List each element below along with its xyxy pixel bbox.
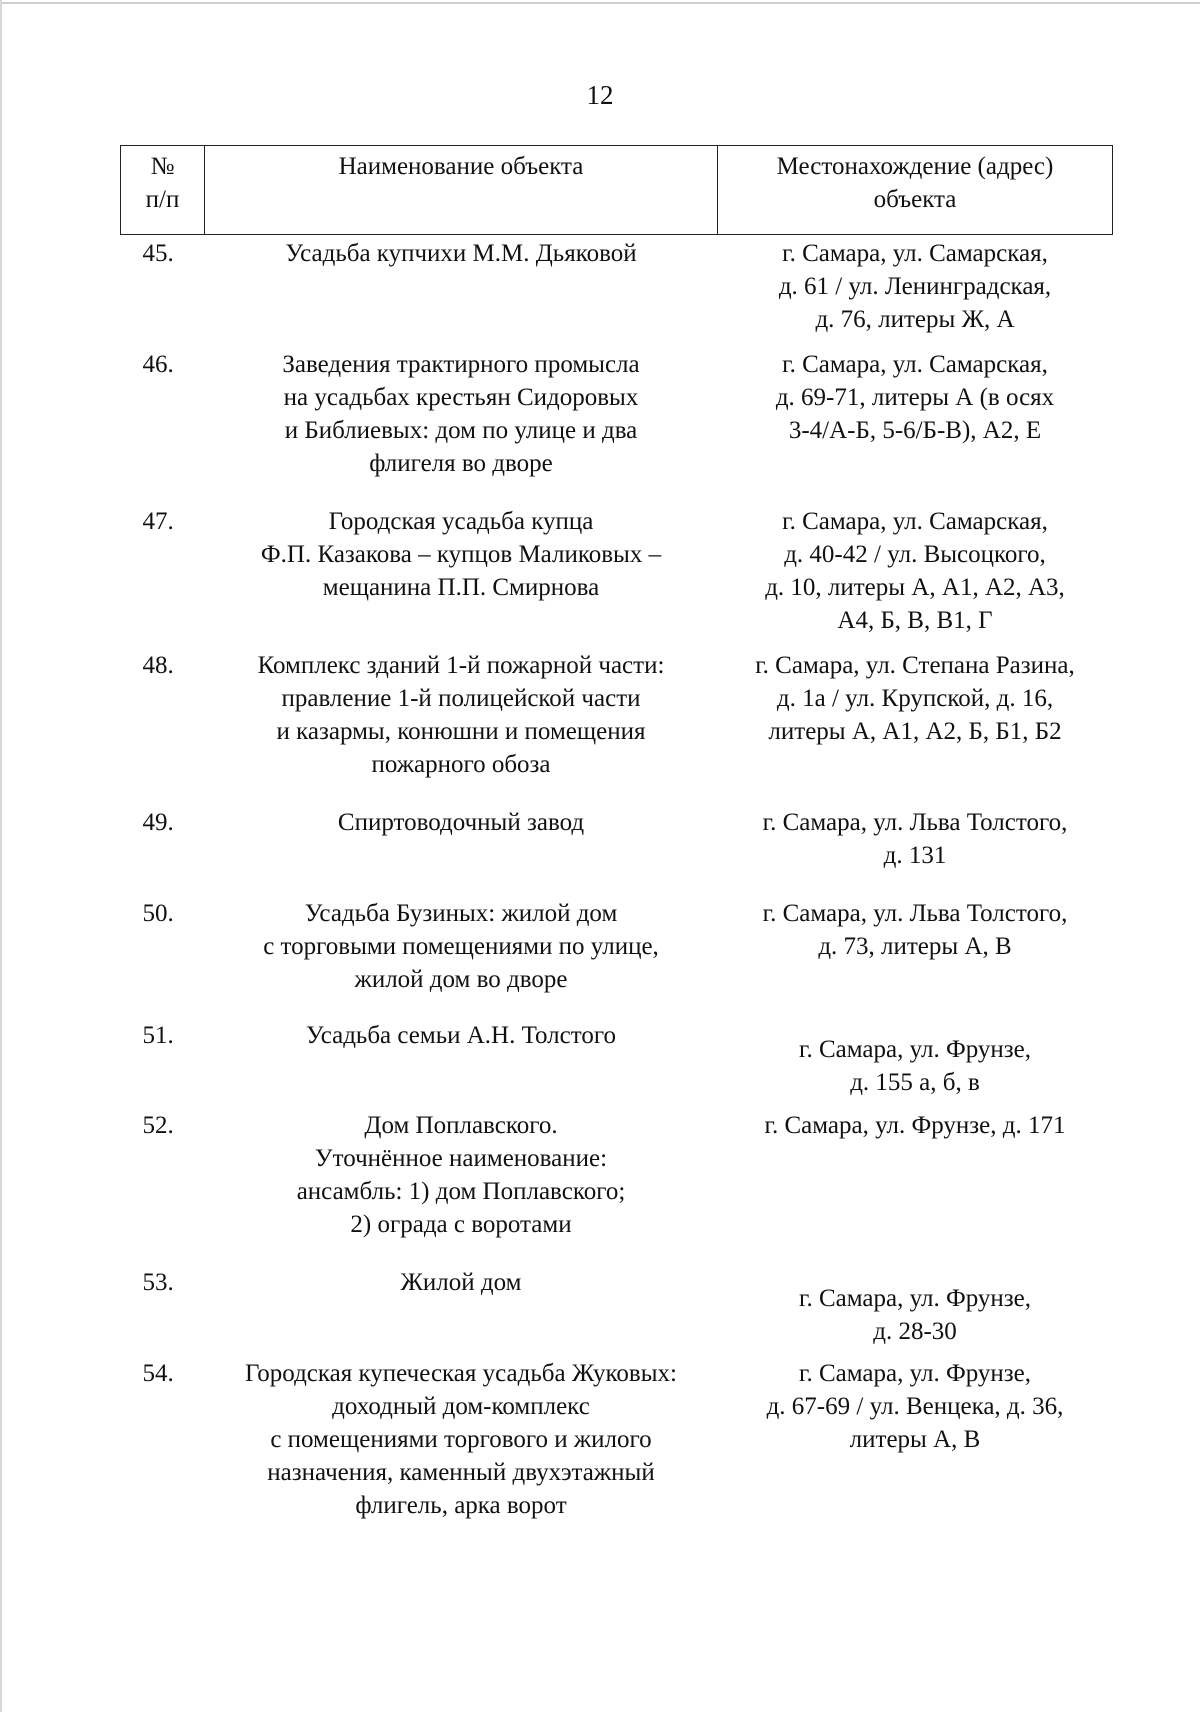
- object-address: г. Самара, ул. Льва Толстого, д. 131: [762, 808, 1068, 869]
- objects-table: [120, 145, 1113, 1527]
- object-name: Городская усадьба купца Ф.П. Казакова – купцов Маликовых – мещанина П.П. Смирнова: [260, 507, 662, 601]
- row-number: 53.: [142, 1268, 174, 1296]
- header-object-name: Наименование объекта: [205, 146, 718, 235]
- object-address: г. Самара, ул. Самарская, д. 61 / ул. Ленинградская, д. 76, литеры Ж, А: [778, 240, 1052, 333]
- table-row: [121, 1266, 1113, 1357]
- scan-edge-top: [0, 2, 1200, 4]
- header-number: № п/п: [121, 146, 205, 235]
- table-row: [121, 235, 1113, 348]
- object-name: Усадьба Бузиных: жилой дом с торговыми помещениями по улице, жилой дом во дворе: [263, 899, 659, 993]
- row-number: 46.: [142, 350, 174, 378]
- object-address: г. Самара, ул. Фрунзе, д. 28-30: [799, 1284, 1031, 1345]
- row-number: 47.: [142, 507, 174, 535]
- object-address: г. Самара, ул. Степана Разина, д. 1а / ул. Крупской, д. 16, литеры А, А1, А2, Б, Б1, Б2: [755, 651, 1075, 745]
- table-row: [121, 806, 1113, 897]
- row-number: 52.: [142, 1111, 174, 1139]
- table-header: [121, 146, 1113, 235]
- object-address: г. Самара, ул. Фрунзе, д. 171: [764, 1111, 1066, 1139]
- table-row: [121, 1109, 1113, 1266]
- row-number: 45.: [142, 240, 174, 267]
- object-name: Усадьба купчихи М.М. Дьяковой: [285, 240, 637, 267]
- object-address: г. Самара, ул. Самарская, д. 40-42 / ул. Высоцкого, д. 10, литеры А, А1, А2, А3, А4, Б, В, В1, Г: [765, 507, 1065, 634]
- row-number: 49.: [142, 808, 174, 836]
- table-row: [121, 1019, 1113, 1109]
- object-address: г. Самара, ул. Фрунзе, д. 155 а, б, в: [799, 1035, 1031, 1096]
- object-name: Дом Поплавского. Уточнённое наименование: ансамбль: 1) дом Поплавского; 2) ограда с воротами: [296, 1111, 626, 1238]
- row-number: 51.: [142, 1021, 174, 1049]
- object-address: г. Самара, ул. Льва Толстого, д. 73, литеры А, В: [762, 899, 1068, 960]
- header-address: Местонахождение (адрес) объекта: [718, 146, 1113, 235]
- object-address: г. Самара, ул. Фрунзе, д. 67-69 / ул. Венцека, д. 36, литеры А, В: [766, 1359, 1064, 1453]
- table-row: [121, 348, 1113, 505]
- page-number: 12: [586, 80, 614, 110]
- scan-edge-left: [0, 0, 2, 1712]
- row-number: 48.: [142, 651, 174, 679]
- object-address: г. Самара, ул. Самарская, д. 69-71, литеры А (в осях 3-4/А-Б, 5-6/Б-В), А2, Е: [775, 350, 1055, 444]
- row-number: 50.: [142, 899, 174, 927]
- header-row: [121, 146, 1113, 235]
- table-body: [121, 235, 1113, 1527]
- object-name: Заведения трактирного промысла на усадьбах крестьян Сидоровых и Библиевых: дом по улице и два флигеля во дворе: [282, 350, 640, 477]
- object-name: Усадьба семьи А.Н. Толстого: [306, 1021, 616, 1049]
- row-number: 54.: [142, 1359, 174, 1387]
- object-name: Спиртоводочный завод: [337, 808, 585, 836]
- object-name: Городская купеческая усадьба Жуковых: доходный дом-комплекс с помещениями торгового и жилого назначения, каменный двухэтажный флигель, арка ворот: [245, 1359, 677, 1519]
- object-name: Комплекс зданий 1-й пожарной части: правление 1-й полицейской части и казармы, конюшни и помещения пожарного обоза: [257, 651, 665, 778]
- table-row: [121, 897, 1113, 1019]
- table-row: [121, 1357, 1113, 1527]
- table-row: [121, 649, 1113, 806]
- object-name: Жилой дом: [400, 1268, 522, 1296]
- table-row: [121, 505, 1113, 649]
